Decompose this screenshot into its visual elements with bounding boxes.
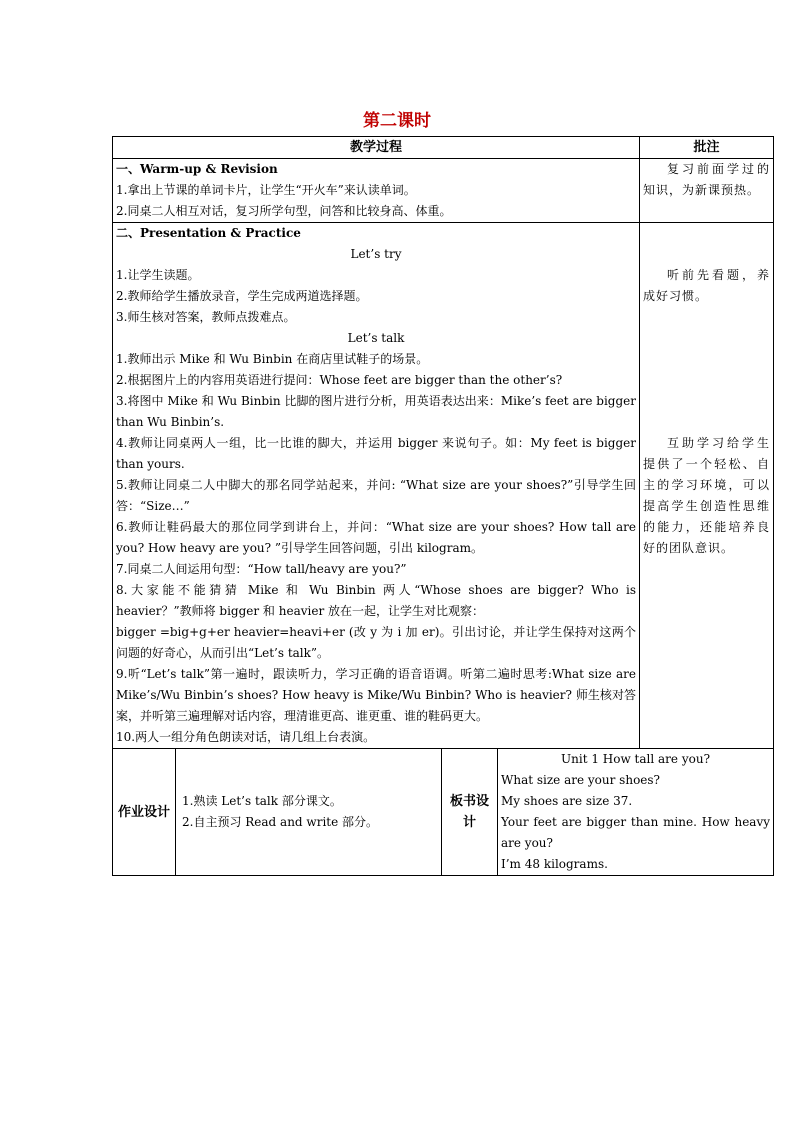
note-text: 复习前面学过的知识，为新课预热。 [643, 162, 771, 197]
list-item: 1.拿出上节课的单词卡片，让学生“开火车”来认读单词。 [116, 183, 416, 197]
board-title: Unit 1 How tall are you? [561, 752, 710, 766]
list-item: 7.同桌二人间运用句型：“How tall/heavy are you?” [116, 562, 407, 576]
list-item: 2.根据图片上的内容用英语进行提问：Whose feet are bigger than the other’s? [116, 373, 563, 387]
list-item: What size are your shoes? [501, 773, 660, 787]
list-item: 1.让学生读题。 [116, 268, 200, 282]
board-content [498, 749, 774, 876]
list-item: 2.教师给学生播放录音，学生完成两道选择题。 [116, 289, 368, 303]
section-presentation-content [113, 223, 640, 749]
note-text: 互助学习给学生提供了一个轻松、自主的学习环境，可以提高学生创造性思维的能力，还能培养良好的团队意识。 [643, 436, 771, 555]
board-label: 板书设计 [442, 749, 498, 876]
page-title: 第二课时 [363, 111, 431, 131]
column-header-notes: 批注 [640, 137, 774, 159]
note-cell [640, 159, 774, 223]
list-item: 4.教师让同桌两人一组，比一比谁的脚大，并运用 bigger 来说句子。如：My feet is bigger than yours. [116, 436, 637, 471]
list-item: 2.自主预习 Read and write 部分。 [182, 815, 379, 829]
column-header-process: 教学过程 [113, 137, 640, 159]
section-warmup-content [113, 159, 640, 223]
section-presentation-row [113, 223, 774, 749]
lesson-table [112, 136, 774, 876]
section-warmup-row [113, 159, 774, 223]
list-item: 10.两人一组分角色朗读对话，请几组上台表演。 [116, 730, 376, 744]
note-cell [640, 223, 774, 749]
subheading-lets-talk: Let’s talk [347, 331, 405, 345]
list-item: 3.将图中 Mike 和 Wu Binbin 比脚的图片进行分析，用英语表达出来：Mike’s feet are bigger than Wu Binbin’s. [116, 394, 637, 429]
list-item: My shoes are size 37. [501, 794, 633, 808]
list-item: 1.教师出示 Mike 和 Wu Binbin 在商店里试鞋子的场景。 [116, 352, 429, 366]
homework-label: 作业设计 [113, 749, 176, 876]
list-item: 3.师生核对答案，教师点拨难点。 [116, 310, 296, 324]
list-item: 2.同桌二人相互对话，复习所学句型，问答和比较身高、体重。 [116, 204, 452, 218]
section-heading: 二、Presentation & Practice [116, 226, 301, 240]
table-header-row [113, 137, 774, 159]
list-item: 5.教师让同桌二人中脚大的那名同学站起来，并问: “What size are your shoes?”引导学生回答：“Size…” [116, 478, 637, 513]
list-item: 1.熟读 Let’s talk 部分课文。 [182, 794, 342, 808]
list-item: bigger =big+g+er heavier=heavi+er (改 y 为 i 加 er)。引出讨论，并让学生保持对这两个问题的好奇心，从而引出“Let’s talk”。 [116, 625, 637, 660]
list-item: 8.大家能不能猜猜 Mike 和 Wu Binbin 两人“Whose shoes are bigger? Who is heavier？”教师将 bigger 和 heavier 放在一起，让学生对比观察： [116, 583, 637, 618]
list-item: 9.听“Let’s talk”第一遍时，跟读听力，学习正确的语音语调。听第二遍时思考:What size are Mike’s/Wu Binbin’s shoes? How heavy is Mike/Wu Binbin? Who is heavier? 师生核对答案，并听第三遍理解对话内容，理清谁更高、谁更重、谁的鞋码更大。 [116, 667, 637, 723]
note-text: 听前先看题，养成好习惯。 [643, 268, 771, 303]
homework-content [176, 749, 442, 876]
list-item: Your feet are bigger than mine. How heavy are you? [501, 815, 771, 850]
list-item: 6.教师让鞋码最大的那位同学到讲台上，并问：“What size are your shoes? How tall are you? How heavy are you? ”引导学生回答问题，引出 kilogram。 [116, 520, 637, 555]
footer-row [113, 749, 774, 876]
subheading-lets-try: Let’s try [350, 247, 402, 261]
section-heading: 一、Warm-up & Revision [116, 162, 278, 176]
list-item: I’m 48 kilograms. [501, 857, 608, 871]
